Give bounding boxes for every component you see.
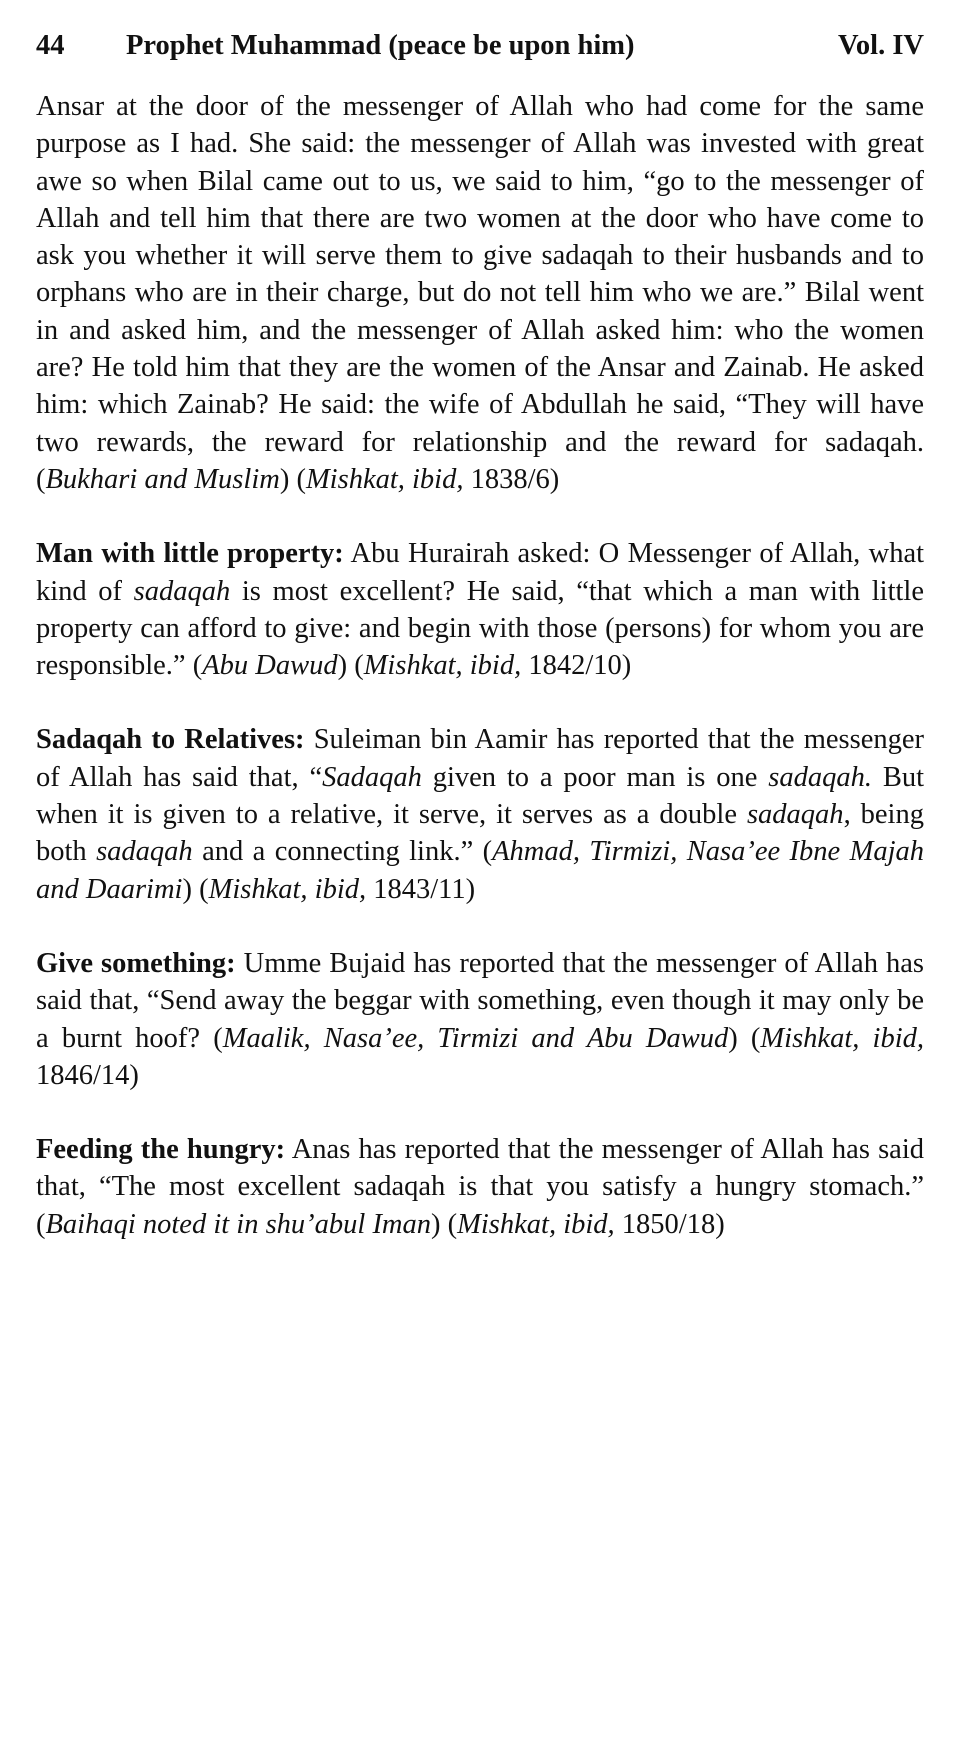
citation-text: Sadaqah (322, 761, 422, 793)
citation-text: sadaqah (133, 575, 231, 607)
body-text-segment: Suleiman bin Aamir has reported that the messenger of Allah has said that, “ (36, 724, 924, 793)
volume-label: Vol. IV (837, 30, 924, 61)
paragraph-continuation (36, 88, 924, 498)
paragraph-give-something (36, 945, 924, 1094)
body-text-segment: 1838/6) (463, 463, 560, 495)
paragraph-heading: Man with little property: (36, 538, 344, 570)
citation-text: Mishkat, ibid, (760, 1022, 925, 1054)
body-text-segment: Ansar at the door of the messenger of Allah who had come for the same purpose as I had. She said: the messenger of Allah was invested with great awe so when Bilal came out to us, we said to him, “go to the messenger of Allah and tell him that there are two women at the door who have come to ask you whether it will serve them to give sadaqah to their husbands and to orphans who are in their charge, but do not tell him who we are.” Bilal went in and asked him, and the messenger of Allah asked him: who the women are? He told him that they are the women of the Ansar and Zainab. He asked him: which Zainab? He said: the wife of Abdullah he said, “They will have two rewards, the reward for relationship and the reward for sadaqah. ( (36, 91, 924, 495)
paragraph-feeding-the-hungry (36, 1131, 924, 1243)
citation-text: Bukhari and Muslim (45, 463, 280, 495)
body-text-segment: is most excellent? He said, “that which a man with little property can afford to give: and begin with those (persons) for whom you are responsible.” ( (36, 575, 924, 682)
citation-text: sadaqah (746, 799, 844, 831)
citation-text: Mishkat, ibid, (208, 873, 367, 905)
body-text-segment: 1846/14) (36, 1059, 139, 1091)
citation-text: Ahmad, Tirmizi, Nasa’ee Ibne Majah and Daarimi (36, 836, 924, 905)
body-text-segment: ) ( (279, 463, 306, 495)
paragraph-heading: Sadaqah to Relatives: (36, 724, 305, 756)
body-text-segment: ) ( (431, 1208, 458, 1240)
body-text-segment: 1850/18) (614, 1208, 725, 1240)
book-page (36, 26, 924, 1280)
citation-text: sadaqah. (768, 761, 872, 793)
citation-text: Maalik, Nasa’ee, Tirmizi and Abu Dawud (222, 1022, 729, 1054)
body-text-segment: Abu Hurairah asked: O Messenger of Allah, what kind of (36, 538, 925, 607)
paragraph-sadaqah-to-relatives (36, 721, 924, 907)
page-number: 44 (36, 30, 65, 61)
body-text (36, 88, 924, 1243)
body-text-segment: 1842/10) (521, 650, 632, 682)
paragraph-heading: Feeding the hungry: (36, 1134, 286, 1166)
citation-text: Abu Dawud (202, 650, 338, 682)
citation-text: Mishkat, ibid, (363, 650, 522, 682)
body-text-segment: ) ( (182, 873, 209, 905)
body-text-segment: given to a poor man is one (421, 761, 769, 793)
running-header (36, 26, 924, 66)
citation-text: sadaqah (96, 836, 193, 868)
body-text-segment: Anas has reported that the messenger of Allah has said that, “The most excellent sadaqah is that you satisfy a hungry stomach.” ( (36, 1134, 924, 1240)
citation-text: Mishkat, ibid, (457, 1208, 615, 1240)
body-text-segment: But when it is given to a relative, it serve, it serves as a double (36, 761, 924, 831)
body-text-segment: ) ( (337, 650, 364, 682)
paragraph-man-with-little-property (36, 535, 924, 684)
body-text-segment: , being both (36, 799, 924, 868)
body-text-segment: Umme Bujaid has reported that the messenger of Allah has said that, “Send away the beggar with something, even though it may only be a burnt hoof? ( (36, 947, 924, 1054)
citation-text: Baihaqi noted it in shu’abul Iman (45, 1208, 432, 1240)
citation-text: Mishkat, ibid, (305, 463, 464, 495)
paragraph-heading: Give something: (36, 947, 236, 979)
book-title: Prophet Muhammad (peace be upon him) (126, 30, 635, 61)
body-text-segment: and a connecting link.” ( (192, 836, 493, 868)
body-text-segment: ) ( (728, 1022, 761, 1054)
body-text-segment: 1843/11) (366, 873, 476, 905)
